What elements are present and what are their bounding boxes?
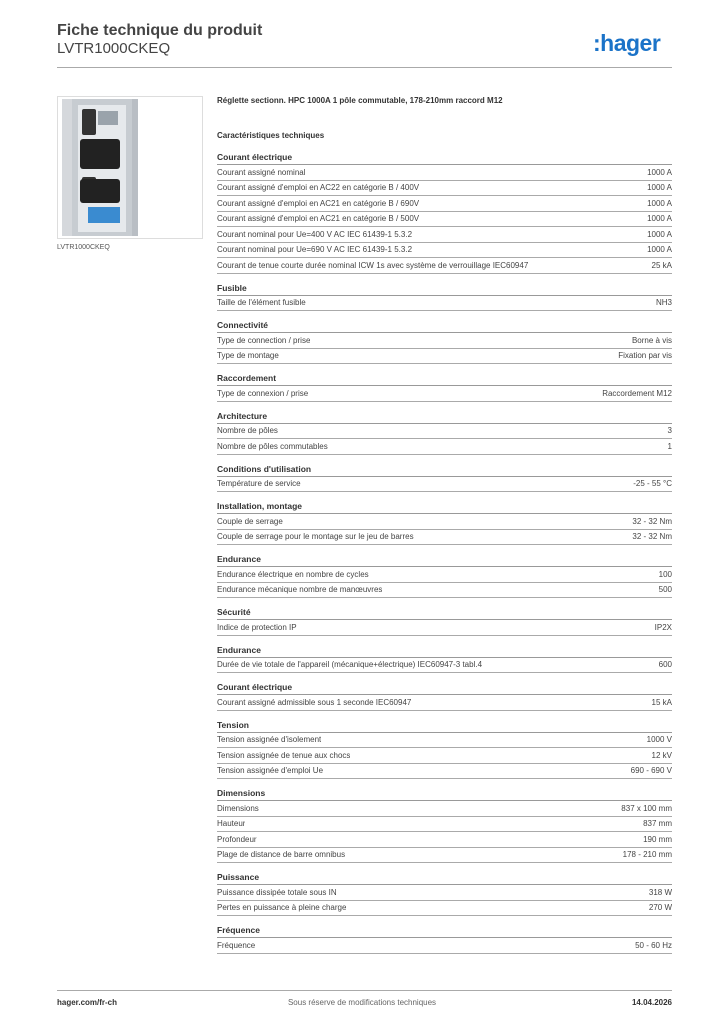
spec-value: 500 (658, 585, 672, 595)
spec-section (217, 605, 672, 636)
product-image (57, 96, 203, 239)
product-description: Réglette sectionn. HPC 1000A 1 pôle commutable, 178-210mm raccord M12 (217, 96, 503, 105)
spec-value: 50 - 60 Hz (635, 940, 672, 950)
section-title: Sécurité (217, 605, 672, 620)
section-title: Architecture (217, 409, 672, 424)
spec-value: 1 (667, 441, 672, 451)
spec-value: Raccordement M12 (602, 388, 672, 398)
spec-value: 32 - 32 Nm (632, 516, 672, 526)
spec-label: Tension assignée de tenue aux chocs (217, 750, 351, 760)
spec-section (217, 923, 672, 954)
spec-row (217, 258, 672, 274)
spec-label: Courant assigné admissible sous 1 seconde IEC60947 (217, 697, 412, 707)
spec-label: Nombre de pôles (217, 426, 278, 436)
spec-section (217, 680, 672, 711)
spec-row (217, 477, 672, 493)
spec-value: 600 (658, 660, 672, 670)
spec-value: 3 (667, 426, 672, 436)
spec-value: 1000 A (647, 198, 672, 208)
spec-row (217, 530, 672, 546)
spec-value: 1000 A (647, 229, 672, 239)
spec-row (217, 243, 672, 259)
spec-value: 318 W (648, 887, 672, 897)
spec-value: Borne à vis (631, 335, 672, 345)
spec-value: 1000 A (647, 214, 672, 224)
spec-label: Profondeur (217, 834, 257, 844)
spec-row (217, 620, 672, 636)
spec-row (217, 212, 672, 228)
spec-value: 1000 A (647, 245, 672, 255)
spec-row (217, 733, 672, 749)
spec-label: Tension assignée d'emploi Ue (217, 766, 324, 776)
spec-section (217, 371, 672, 402)
spec-label: Pertes en puissance à pleine charge (217, 903, 347, 913)
spec-section (217, 786, 672, 863)
section-title: Endurance (217, 552, 672, 567)
spec-value: IP2X (654, 622, 672, 632)
spec-label: Courant assigné d'emploi en AC22 en catégorie B / 400V (217, 183, 420, 193)
spec-value: Fixation par vis (618, 351, 672, 361)
spec-row (217, 764, 672, 780)
spec-label: Type de montage (217, 351, 279, 361)
footer-website[interactable]: hager.com/fr-ch (57, 998, 118, 1007)
spec-label: Courant assigné d'emploi en AC21 en catégorie B / 690V (217, 198, 420, 208)
spec-row (217, 333, 672, 349)
spec-row (217, 386, 672, 402)
footer-divider (57, 990, 672, 991)
spec-row (217, 583, 672, 599)
spec-section (217, 552, 672, 598)
spec-value: 32 - 32 Nm (632, 532, 672, 542)
spec-row (217, 901, 672, 917)
section-title: Fusible (217, 281, 672, 296)
spec-section (217, 318, 672, 364)
spec-label: Type de connexion / prise (217, 388, 309, 398)
spec-label: Nombre de pôles commutables (217, 441, 328, 451)
footer-date: 14.04.2026 (631, 998, 672, 1007)
section-title: Fréquence (217, 923, 672, 938)
page-title: Fiche technique du produit (57, 22, 263, 39)
image-caption: LVTR1000CKEQ (57, 244, 110, 251)
spec-row (217, 848, 672, 864)
spec-label: Courant assigné d'emploi en AC21 en catégorie B / 500V (217, 214, 420, 224)
spec-label: Courant de tenue courte durée nominal ICW 1s avec système de verrouillage IEC60947 (217, 260, 529, 270)
spec-value: 837 mm (643, 819, 672, 829)
spec-value: -25 - 55 °C (633, 479, 672, 489)
section-title: Courant électrique (217, 680, 672, 695)
spec-row (217, 567, 672, 583)
spec-row (217, 349, 672, 365)
spec-value: 12 kV (651, 750, 672, 760)
section-title: Courant électrique (217, 150, 672, 165)
spec-label: Courant assigné nominal (217, 167, 306, 177)
product-reference: LVTR1000CKEQ (57, 40, 171, 57)
spec-row (217, 296, 672, 312)
spec-value: 178 - 210 mm (622, 850, 672, 860)
spec-value: 690 - 690 V (630, 766, 672, 776)
header-divider (57, 67, 672, 68)
hager-logo: :hager (593, 30, 661, 56)
spec-value: NH3 (655, 298, 672, 308)
section-title: Dimensions (217, 786, 672, 801)
spec-label: Dimensions (217, 803, 259, 813)
spec-table (217, 150, 672, 961)
spec-label: Couple de serrage pour le montage sur le jeu de barres (217, 532, 414, 542)
spec-label: Plage de distance de barre omnibus (217, 850, 346, 860)
section-title: Puissance (217, 870, 672, 885)
spec-label: Couple de serrage (217, 516, 283, 526)
spec-row (217, 196, 672, 212)
characteristics-heading: Caractéristiques techniques (217, 131, 325, 140)
spec-section (217, 462, 672, 493)
spec-value: 190 mm (643, 834, 672, 844)
spec-row (217, 748, 672, 764)
spec-label: Indice de protection IP (217, 622, 297, 632)
section-title: Connectivité (217, 318, 672, 333)
spec-row (217, 227, 672, 243)
spec-row (217, 165, 672, 181)
section-title: Endurance (217, 643, 672, 658)
spec-section (217, 643, 672, 674)
spec-section (217, 718, 672, 780)
spec-value: 100 (658, 569, 672, 579)
spec-section (217, 281, 672, 312)
spec-label: Taille de l'élément fusible (217, 298, 306, 308)
spec-label: Type de connection / prise (217, 335, 311, 345)
spec-section (217, 409, 672, 455)
footer-notice: Sous réserve de modifications techniques (287, 998, 437, 1007)
spec-label: Puissance dissipée totale sous IN (217, 887, 337, 897)
section-title: Conditions d'utilisation (217, 462, 672, 477)
spec-value: 1000 V (646, 735, 672, 745)
section-title: Tension (217, 718, 672, 733)
section-title: Installation, montage (217, 499, 672, 514)
spec-row (217, 801, 672, 817)
spec-row (217, 885, 672, 901)
spec-row (217, 514, 672, 530)
spec-value: 1000 A (647, 167, 672, 177)
spec-row (217, 424, 672, 440)
spec-label: Fréquence (217, 940, 256, 950)
spec-row (217, 658, 672, 674)
spec-label: Endurance mécanique nombre de manœuvres (217, 585, 383, 595)
spec-section (217, 150, 672, 274)
spec-label: Durée de vie totale de l'appareil (mécanique+électrique) IEC60947-3 tabl.4 (217, 660, 483, 670)
spec-value: 25 kA (651, 260, 672, 270)
spec-label: Courant nominal pour Ue=400 V AC IEC 61439-1 5.3.2 (217, 229, 413, 239)
spec-label: Température de service (217, 479, 301, 489)
spec-value: 270 W (648, 903, 672, 913)
spec-row (217, 439, 672, 455)
spec-label: Tension assignée d'isolement (217, 735, 322, 745)
spec-label: Hauteur (217, 819, 246, 829)
spec-row (217, 817, 672, 833)
spec-value: 1000 A (647, 183, 672, 193)
spec-row (217, 832, 672, 848)
spec-value: 837 x 100 mm (621, 803, 672, 813)
spec-section (217, 499, 672, 545)
spec-label: Courant nominal pour Ue=690 V AC IEC 61439-1 5.3.2 (217, 245, 413, 255)
spec-label: Endurance électrique en nombre de cycles (217, 569, 369, 579)
spec-row (217, 181, 672, 197)
spec-value: 15 kA (651, 697, 672, 707)
spec-section (217, 870, 672, 916)
section-title: Raccordement (217, 371, 672, 386)
spec-row (217, 695, 672, 711)
spec-row (217, 938, 672, 954)
